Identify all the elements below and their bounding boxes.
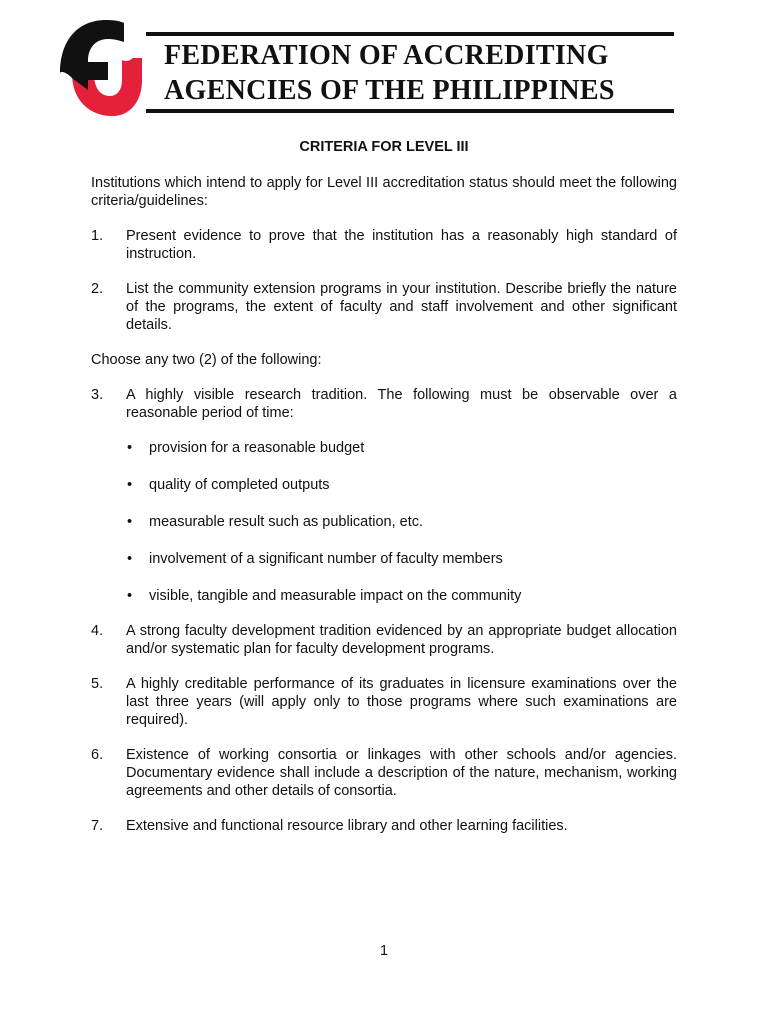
intro-paragraph: Institutions which intend to apply for Level III accreditation status should meet the following criteria/guidelines:: [91, 175, 677, 209]
item-number: 4.: [91, 623, 104, 639]
bullet-mark: •: [127, 551, 133, 567]
criteria-item-7: [91, 817, 677, 835]
bullet-text: measurable result such as publication, etc.: [149, 514, 424, 530]
research-bullet-list: [91, 439, 677, 605]
item-text: A strong faculty development tradition evidenced by an appropriate budget allocation and/or systematic plan for faculty development programs.: [126, 623, 677, 657]
document-body: [91, 174, 677, 852]
item-number: 5.: [91, 676, 104, 692]
bullet-mark: •: [127, 514, 133, 530]
header-rule-top: [146, 32, 674, 36]
criteria-item-6: [91, 746, 677, 800]
bullet-text: involvement of a significant number of faculty members: [149, 551, 503, 567]
organization-name: [164, 38, 684, 108]
document-title: CRITERIA FOR LEVEL III: [299, 139, 469, 155]
bullet-item: [126, 587, 677, 605]
item-number: 7.: [91, 818, 104, 834]
header-rule-bottom: [146, 109, 674, 113]
letterhead: [0, 0, 768, 125]
item-text: A highly visible research tradition. The following must be observable over a reasonable period of time:: [126, 387, 677, 421]
bullet-mark: •: [127, 440, 133, 456]
bullet-item: [126, 550, 677, 568]
item-text: Present evidence to prove that the institution has a reasonably high standard of instruction.: [126, 228, 677, 262]
bullet-item: [126, 476, 677, 494]
bullet-mark: •: [127, 588, 133, 604]
bullet-text: quality of completed outputs: [149, 477, 330, 493]
organization-name-line1: FEDERATION OF ACCREDITING: [164, 40, 609, 71]
choose-instruction: Choose any two (2) of the following:: [91, 352, 322, 368]
bullet-mark: •: [127, 477, 133, 493]
item-text: Extensive and functional resource library and other learning facilities.: [126, 818, 568, 834]
organization-name-line2: AGENCIES OF THE PHILIPPINES: [164, 75, 615, 106]
item-number: 3.: [91, 387, 104, 403]
bullet-text: visible, tangible and measurable impact on the community: [149, 588, 522, 604]
bullet-item: [126, 439, 677, 457]
criteria-item-4: [91, 622, 677, 658]
item-text: A highly creditable performance of its graduates in licensure examinations over the last three years (will apply only to those programs where such examinations are required).: [126, 676, 677, 728]
faap-logo-icon: [58, 18, 144, 118]
logo-white-dot: [117, 43, 135, 61]
item-text: List the community extension programs in your institution. Describe briefly the nature of the programs, the extent of faculty and staff involvement and other significant details.: [126, 281, 677, 333]
criteria-item-3: [91, 386, 677, 422]
criteria-item-2: [91, 280, 677, 334]
item-text: Existence of working consortia or linkages with other schools and/or agencies. Documentary evidence shall include a description of the nature, mechanism, working agreements and other details of consortia.: [126, 747, 677, 799]
item-number: 2.: [91, 281, 104, 297]
criteria-item-5: [91, 675, 677, 729]
bullet-item: [126, 513, 677, 531]
item-number: 6.: [91, 747, 104, 763]
page-number: 1: [379, 943, 389, 959]
logo-black-f: [60, 20, 124, 90]
criteria-item-1: [91, 227, 677, 263]
bullet-text: provision for a reasonable budget: [149, 440, 365, 456]
item-number: 1.: [91, 228, 104, 244]
